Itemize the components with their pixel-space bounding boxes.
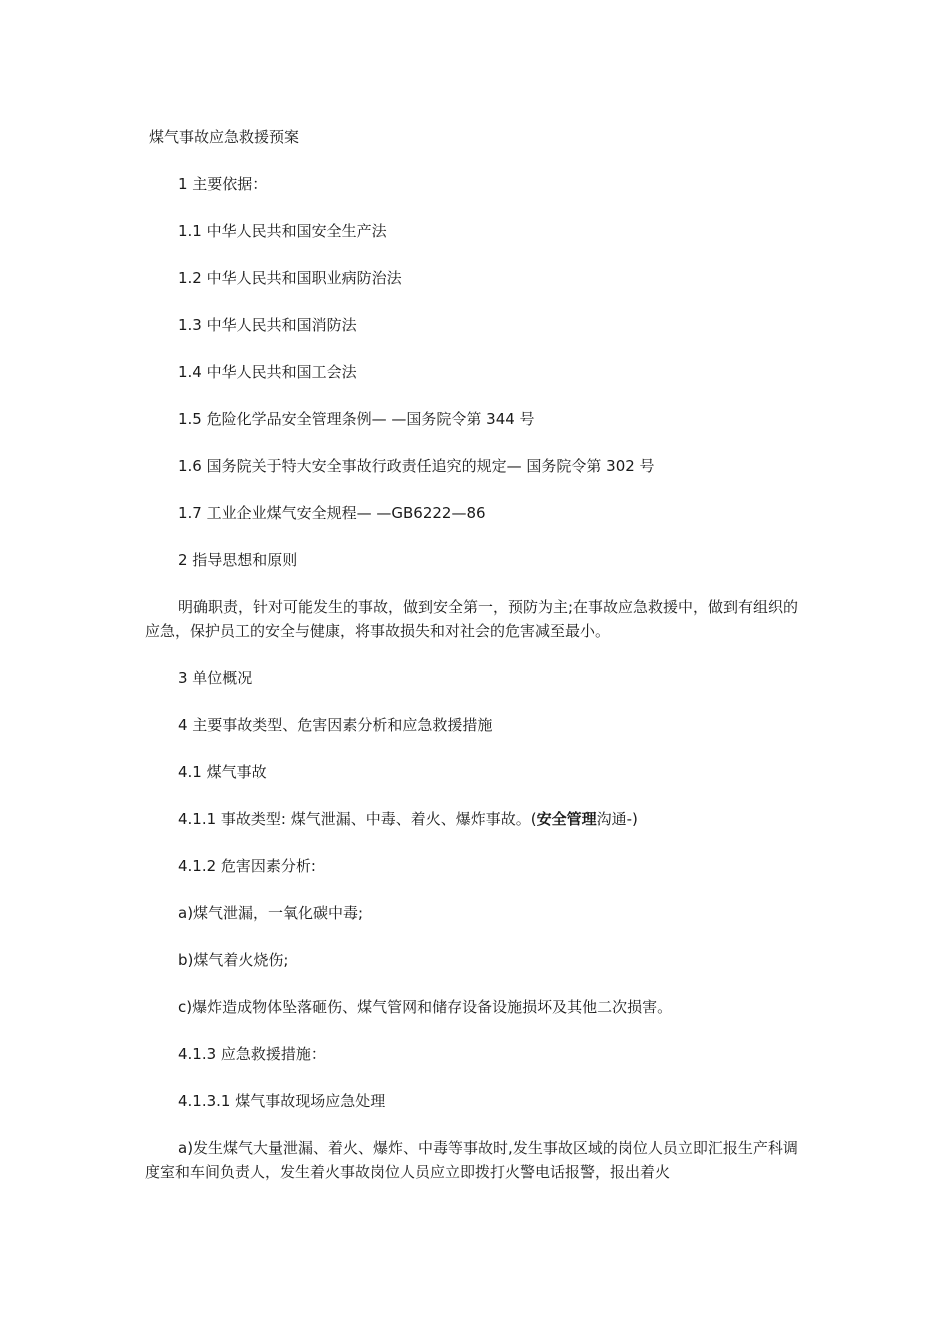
paragraph-section-2: 2 指导思想和原则 (178, 551, 298, 569)
paragraph-section-3: 3 单位概况 (178, 669, 253, 687)
paragraph-section-4-1-1 (145, 807, 805, 831)
paragraph-section-4-1-3: 4.1.3 应急救援措施： (178, 1045, 326, 1063)
paragraph-basis-1-5: 1.5 危险化学品安全管理条例— —国务院令第 344 号 (178, 410, 535, 428)
paragraph-basis-1-2: 1.2 中华人民共和国职业病防治法 (178, 269, 402, 287)
paragraph-section-4: 4 主要事故类型、危害因素分析和应急救援措施 (178, 716, 493, 734)
paragraph-section-4-1-2: 4.1.2 危害因素分析: (178, 857, 316, 875)
paragraph-text: 沟通-) (596, 810, 638, 828)
paragraph-basis-1-7: 1.7 工业企业煤气安全规程— —GB6222—86 (178, 504, 486, 522)
paragraph-text: 4.1.1 事故类型: 煤气泄漏、中毒、着火、爆炸事故。( (178, 810, 537, 828)
paragraph-section-4-1: 4.1 煤气事故 (178, 763, 267, 781)
bold-link-text: 安全管理 (536, 810, 597, 828)
paragraph-section-4-1-3-1: 4.1.3.1 煤气事故现场应急处理 (178, 1092, 386, 1110)
paragraph-basis: 1 主要依据： (178, 175, 268, 193)
paragraph-basis-1-6: 1.6 国务院关于特大安全事故行政责任追究的规定— 国务院令第 302 号 (178, 457, 655, 475)
paragraph-basis-1-1: 1.1 中华人民共和国安全生产法 (178, 222, 387, 240)
paragraph-hazard-b: b)煤气着火烧伤; (178, 951, 289, 969)
paragraph-principles: 明确职责，针对可能发生的事故，做到安全第一，预防为主;在事故应急救援中，做到有组织的应急，保护员工的安全与健康，将事故损失和对社会的危害减至最小。 (145, 598, 799, 640)
document-title: 煤气事故应急救援预案 (149, 128, 300, 146)
paragraph-emergency-a: a)发生煤气大量泄漏、着火、爆炸、中毒等事故时,发生事故区域的岗位人员立即汇报生产科调度室和车间负责人，发生着火事故岗位人员应立即拨打火警电话报警，报出着火 (145, 1139, 798, 1181)
paragraph-basis-1-4: 1.4 中华人民共和国工会法 (178, 363, 357, 381)
paragraph-hazard-c: c)爆炸造成物体坠落砸伤、煤气管网和储存设备设施损坏及其他二次损害。 (178, 998, 673, 1016)
paragraph-basis-1-3: 1.3 中华人民共和国消防法 (178, 316, 357, 334)
document-body (145, 125, 805, 1207)
paragraph-hazard-a: a)煤气泄漏，一氧化碳中毒; (178, 904, 364, 922)
